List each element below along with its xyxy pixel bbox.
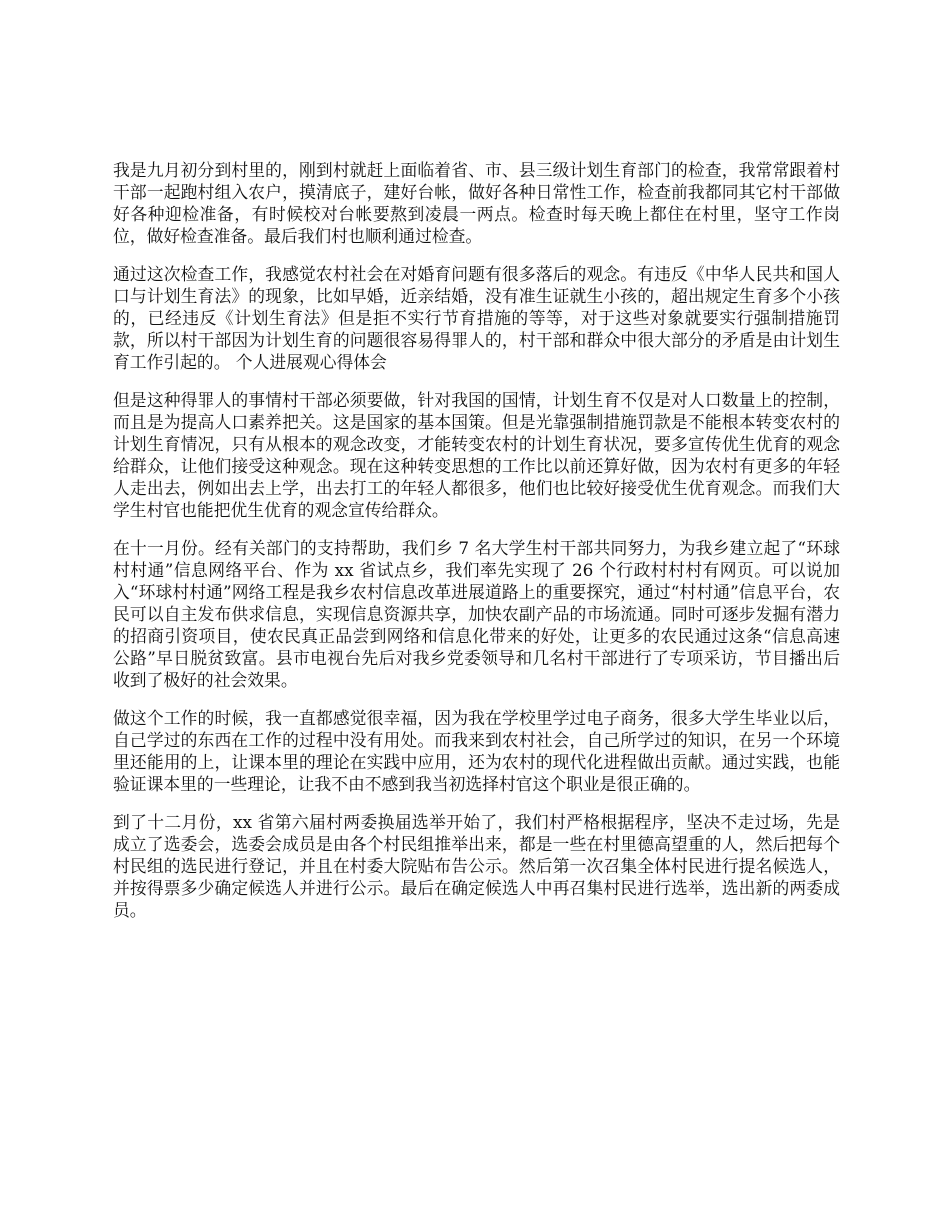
- paragraph-2: 通过这次检查工作，我感觉农村社会在对婚育问题有很多落后的观念。有违反《中华人民共和国人口与计划生育法》的现象，比如早婚，近亲结婚，没有准生证就生小孩的，超出规定生育多个小孩的，已经违反《计划生育法》但是拒不实行节育措施的等等，对于这些对象就要实行强制措施罚款，所以村干部因为计划生育的问题很容易得罪人的，村干部和群众中很大部分的矛盾是由计划生育工作引起的。 个人进展观心得体会: [113, 264, 840, 372]
- paragraph-5: 做这个工作的时候，我一直都感觉很幸福，因为我在学校里学过电子商务，很多大学生毕业以后，自己学过的东西在工作的过程中没有用处。而我来到农村社会，自己所学过的知识，在另一个环境里还能用的上，让课本里的理论在实践中应用，还为农村的现代化进程做出贡献。通过实践，也能验证课本里的一些理论，让我不由不感到我当初选择村官这个职业是很正确的。: [113, 708, 840, 794]
- paragraph-3: 但是这种得罪人的事情村干部必须要做，针对我国的国情，计划生育不仅是对人口数量上的控制，而且是为提高人口素养把关。这是国家的基本国策。但是光靠强制措施罚款是不能根本转变农村的计划生育情况，只有从根本的观念改变，才能转变农村的计划生育状况，要多宣传优生优育的观念给群众，让他们接受这种观念。现在这种转变思想的工作比以前还算好做，因为农村有更多的年轻人走出去，例如出去上学，出去打工的年轻人都很多，他们也比较好接受优生优育观念。而我们大学生村官也能把优生优育的观念宣传给群众。: [113, 390, 840, 520]
- paragraph-4: 在十一月份。经有关部门的支持帮助，我们乡 7 名大学生村干部共同努力，为我乡建立起了“环球村村通”信息网络平台、作为 xx 省试点乡，我们率先实现了 26 个行政村村村有网页。可以说加入“环球村村通”网络工程是我乡农村信息改革进展道路上的重要探究，通过“村村通”信息平台，农民可以自主发布供求信息，实现信息资源共享，加快农副产品的市场流通。同时可逐步发掘有潜力的招商引资项目，使农民真正品尝到网络和信息化带来的好处，让更多的农民通过这条“信息高速公路”早日脱贫致富。县市电视台先后对我乡党委领导和几名村干部进行了专项采访，节目播出后收到了极好的社会效果。: [113, 538, 840, 690]
- paragraph-1: 我是九月初分到村里的，刚到村就赶上面临着省、市、县三级计划生育部门的检查，我常常跟着村干部一起跑村组入农户，摸清底子，建好台帐，做好各种日常性工作，检查前我都同其它村干部做好各种迎检准备，有时候校对台帐要熬到凌晨一两点。检查时每天晚上都住在村里，坚守工作岗位，做好检查准备。最后我们村也顺利通过检查。: [113, 160, 840, 246]
- paragraph-6: 到了十二月份，xx 省第六届村两委换届选举开始了，我们村严格根据程序，坚决不走过场，先是成立了选委会，选委会成员是由各个村民组推举出来，都是一些在村里德高望重的人，然后把每个村民组的选民进行登记，并且在村委大院贴布告公示。然后第一次召集全体村民进行提名候选人，并按得票多少确定候选人并进行公示。最后在确定候选人中再召集村民进行选举，选出新的两委成员。: [113, 812, 840, 920]
- document-body: [113, 159, 840, 937]
